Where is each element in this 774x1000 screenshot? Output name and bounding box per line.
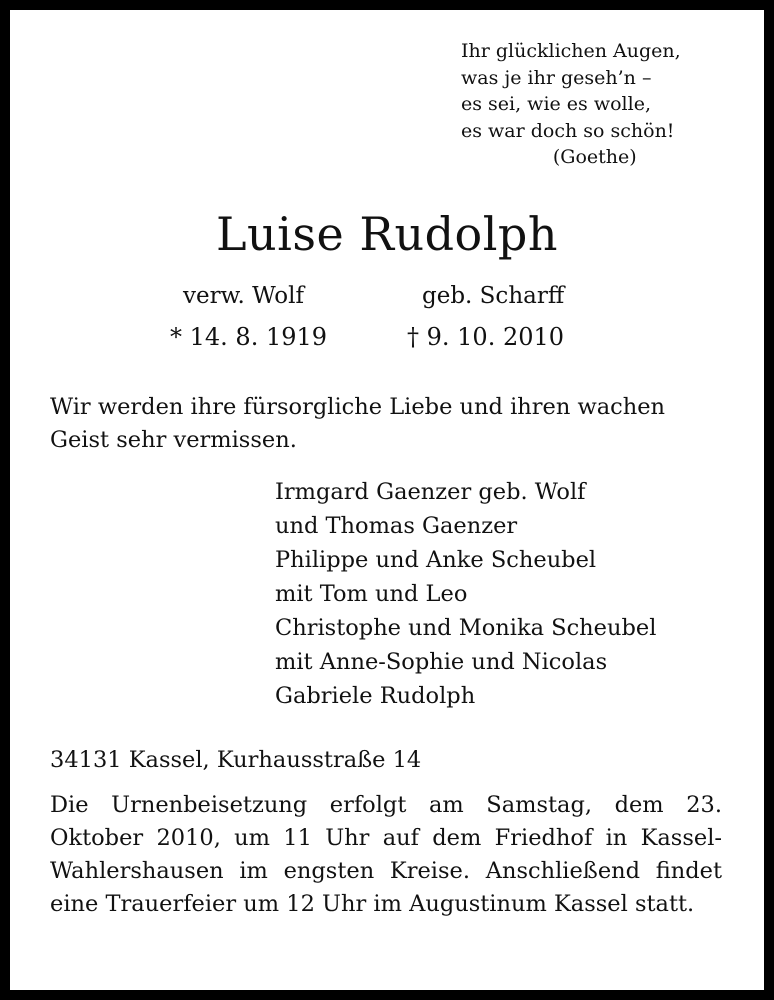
farewell-message: Wir werden ihre fürsorgliche Liebe und ihren wachen Geist sehr vermissen. — [50, 394, 666, 453]
poem-line: Ihr glücklichen Augen, — [461, 40, 681, 62]
mourner-line: Irmgard Gaenzer geb. Wolf — [275, 479, 586, 505]
mourner-line: Philippe und Anke Scheubel — [275, 547, 597, 573]
poem-source: (Goethe) — [552, 146, 637, 168]
mourners-list — [275, 475, 656, 713]
poem-line: es sei, wie es wolle, — [461, 93, 651, 115]
funeral-announcement: Die Urnenbeisetzung erfolgt am Samstag, dem 23. Oktober 2010, um 11 Uhr auf dem Friedhof in Kassel-Wahlershausen im engsten Kreise. Anschließend findet eine Trauerfeier um 12 Uhr im Augustinum Kassel statt. — [50, 792, 722, 917]
poem-line: was je ihr geseh’n – — [461, 66, 652, 89]
poem-line: es war doch so schön! — [461, 119, 675, 142]
mourner-line: mit Tom und Leo — [275, 581, 468, 607]
mourner-line: mit Anne-Sophie und Nicolas — [275, 649, 608, 675]
birth-name: geb. Scharff — [422, 283, 565, 309]
widowed-name: verw. Wolf — [183, 283, 304, 309]
mourner-line: Christophe und Monika Scheubel — [275, 615, 657, 641]
death-date: † 9. 10. 2010 — [407, 323, 565, 351]
deceased-name: Luise Rudolph — [215, 207, 559, 261]
mourner-line: Gabriele Rudolph — [275, 683, 476, 709]
address: 34131 Kassel, Kurhausstraße 14 — [50, 747, 422, 773]
mourner-line: und Thomas Gaenzer — [275, 513, 518, 539]
birth-date: * 14. 8. 1919 — [170, 323, 328, 351]
poem-quote — [461, 38, 681, 171]
